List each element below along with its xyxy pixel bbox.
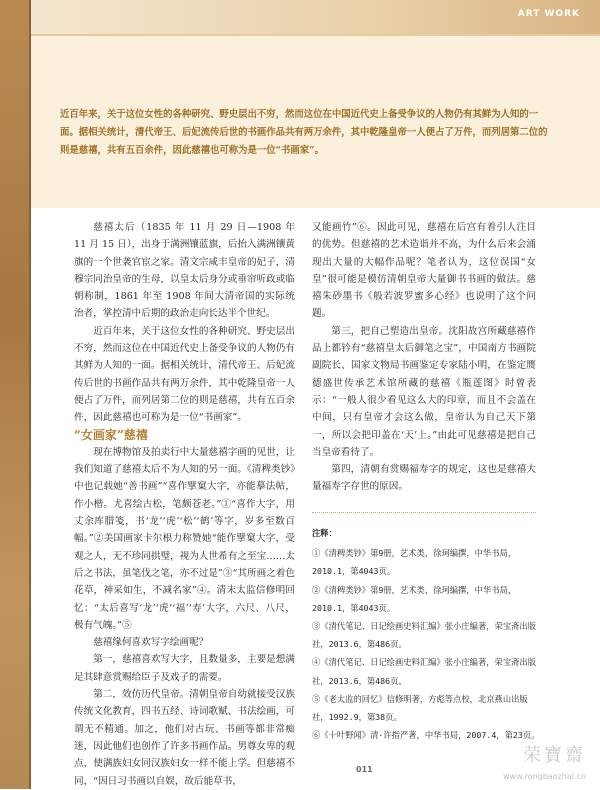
right-column — [312, 219, 536, 496]
footnote-item: ②《清稗类钞》第9册，艺术类，徐珂编撰，中华书局，2010.1，第4043页。 — [312, 584, 517, 613]
body-paragraph: 现在博物馆及拍卖行中大量慈禧字画的见世，让我们知道了慈禧太后不为人知的另一面。《清稗类钞》中也记载她“善书画”“喜作擘窠大字，亦能摹法帖，作小楷。尤喜绘古松，笔颇苍老。”①“喜作大字，用丈余库腊笺，书‘龙’‘虎’‘松’‘鹤’等字，岁多至数百幅。”②美国画家卡尔根力称赞她“能作擘窠大字，受观之人，无不珍同拱璧，视为人世希有之至宝……太后之书法，虽笔伐之笔，亦不过是”③“其所画之着色花草，神采如生，不减名家”④。清末太监信修明回忆：“太后喜写‘龙’‘虎’‘福’‘寿’大字，六尺、八尺，极有气魄。”⑤ — [74, 446, 295, 631]
notes-label: 注释： — [312, 528, 337, 538]
body-paragraph: 第一，慈禧喜欢写大字，且数量多，主要是想满足其肆意赏赐给臣子及戏子的需要。 — [74, 654, 295, 683]
body-paragraph: 慈禧太后（1835 年 11 月 29 日—1908 年 11 月 15 日），出身于满洲镶蓝旗，后抬入满洲镶黄旗的一个世袭官宦之家。清文宗咸丰皇帝的妃子，清穆宗同治皇帝的生母，以皇太后身分或垂帘听政或临朝称制，1861 年至 1908 年间大清帝国的实际统治者，掌控清中后期的政治走向长达半个世纪。 — [74, 222, 295, 320]
body-paragraph: 慈禧缘何喜欢写字绘画呢？ — [93, 637, 209, 649]
header-band — [31, 0, 600, 34]
left-decorative-strip — [0, 0, 31, 789]
watermark-url: www.rongbaozhai.cn — [503, 772, 586, 781]
footnote-item: ④《清代笔记、日记绘画史料汇编》张小庄编著，荣宝斋出版社，2013.6，第486页。 — [312, 657, 537, 686]
section-heading: “女画家”慈禧 — [74, 427, 148, 442]
watermark-logo: 荣寶齋 — [523, 745, 586, 766]
page-number: 011 — [356, 765, 373, 774]
left-column — [74, 219, 295, 790]
footnote-item: ⑥《十叶野闻》清·许指严著，中华书局，2007.4，第23页。 — [312, 730, 540, 741]
footnotes — [312, 524, 542, 744]
footnote-item: ③《清代笔记、日记绘画史料汇编》张小庄编著，荣宝斋出版社，2013.6，第486页。 — [312, 621, 537, 650]
body-paragraph: 第二，效仿历代皇帝。清朝皇帝自幼就接受汉族传统文化教育，四书五经、诗词歌赋、书法绘画，可谓无不精通。加之，他们对古玩、书画等都非常痴迷，因此他们也创作了许多书画作品。男尊女卑的观点，使满族妇女同汉族妇女一样不能上学。但慈禧不同，“因日习书画以自娱，故后能草书， — [74, 689, 295, 787]
body-paragraph: 又能画竹”⑥。因此可见，慈禧在后宫有着引人注目的优势。但慈禧的艺术造诣并不高，为什么后来会涌现出大量的大幅作品呢？笔者认为，这位误国“女皇”很可能是模仿清朝皇帝大量御书书画的做法。慈禧朱砂墨书《般若波罗蜜多心经》也说明了这个问题。 — [312, 222, 536, 320]
body-paragraph: 第三，把自己塑造出皇帝。沈阳故宫所藏慈禧作品上都钤有“慈禧皇太后御笔之宝”，中国南方书画院副院长、国家文物局书画鉴定专家陆小明，在鉴定赝德盛世传承艺术馆所藏的慈禧《瓶莲图》时曾表示：“一般人很少看见这么大的印章，而且不会盖在中间，只有皇帝才会这么做，皇帝认为自己天下第一，所以会把印盖在‘天’上。”由此可见慈禧是把自己当皇帝看待了。 — [312, 325, 536, 458]
intro-paragraph: 近百年来，关于这位女性的各种研究、野史层出不穷，然而这位在中国近代史上备受争议的人物仍有其鲜为人知的一面。据相关统计，清代帝王、后妃流传后世的书画作品共有两万余件，其中乾隆皇帝一人便占了万件，而列居第二位的则是慈禧，共有五百余件，因此慈禧也可称为是一位“书画家”。 — [60, 109, 548, 156]
footnote-item: ⑤《老太监的回忆》信修明著，方彪等点校，北京燕山出版社，1992.9，第38页。 — [312, 693, 528, 723]
body-paragraph: 近百年来，关于这位女性的各种研究、野史层出不穷，然而这位在中国近代史上备受争议的人物仍有其鲜为人知的一面。据相关统计，清代帝王、后妃流传后世的书画作品共有两万余件，其中乾隆皇帝一人便占了万件，而列居第二位的则是慈禧，共有五百余件，因此慈禧也可称为是一位“书画家”。 — [74, 325, 295, 424]
notes-divider — [312, 512, 536, 513]
section-label: ART WORK — [517, 9, 580, 19]
footnote-item: ①《清稗类钞》第9册，艺术类，徐珂编撰，中华书局，2010.1，第4043页。 — [312, 548, 517, 577]
body-paragraph: 第四，清朝有赏赐福寿字的规定，这也是慈禧大量福寿字存世的原因。 — [312, 464, 536, 493]
